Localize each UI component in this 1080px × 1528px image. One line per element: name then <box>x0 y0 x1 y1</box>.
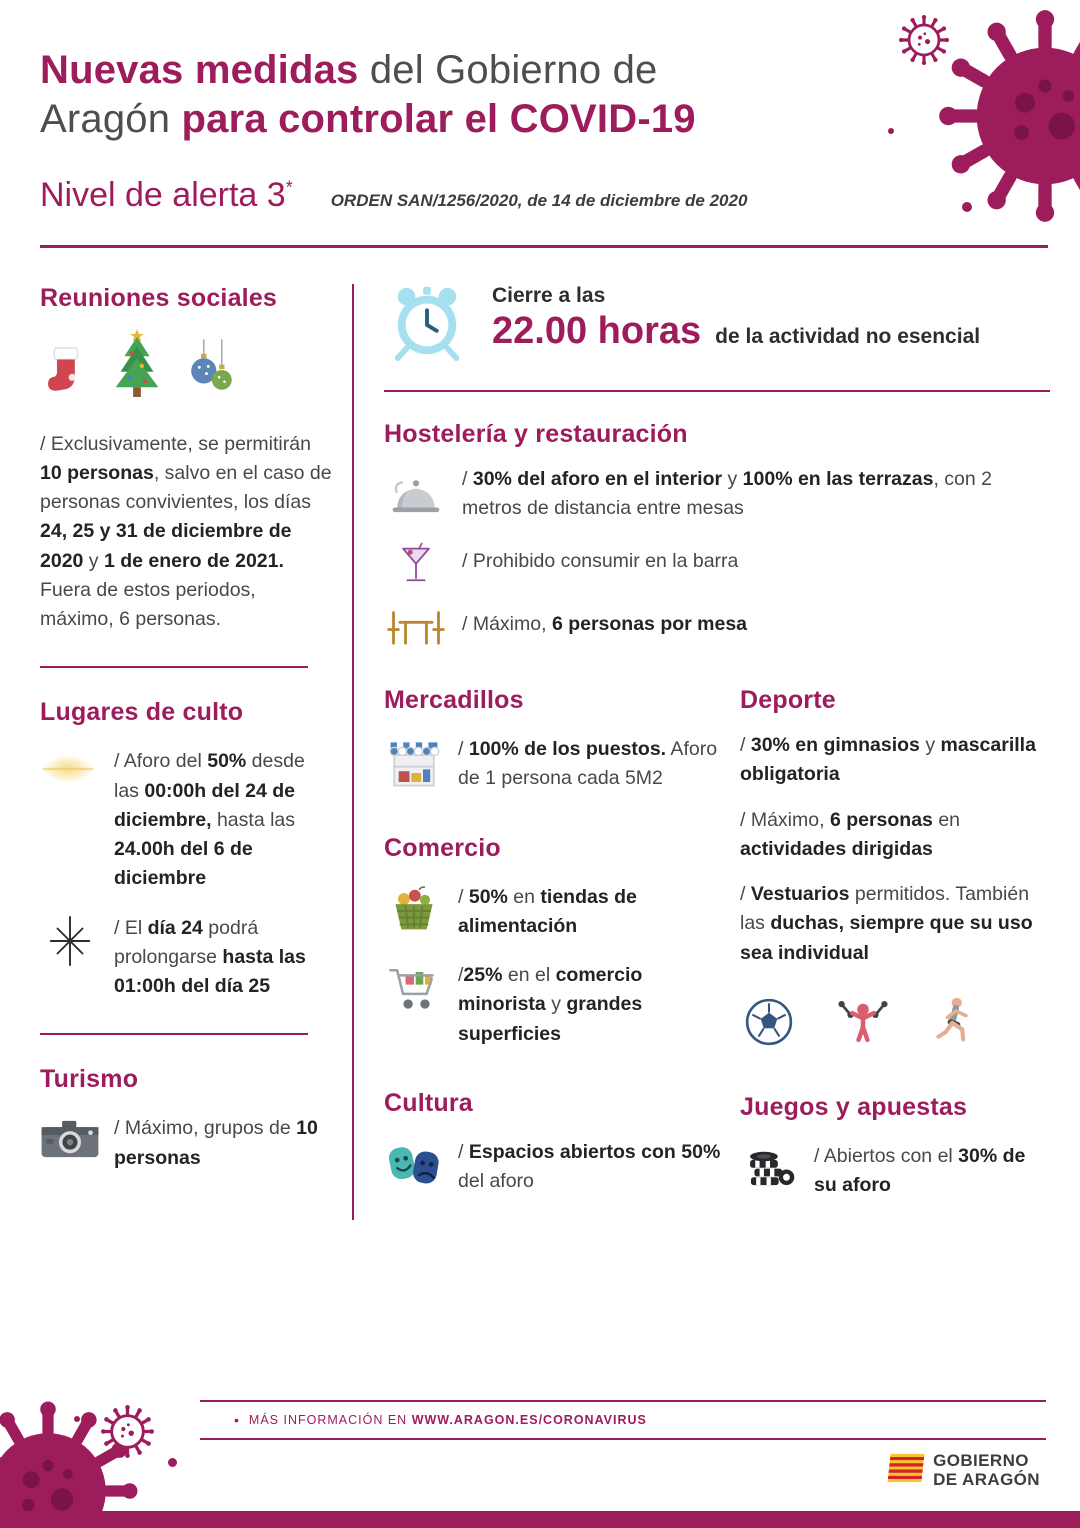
theater-masks-icon <box>384 1138 444 1190</box>
cocktail-icon <box>384 539 448 585</box>
measure-item <box>384 735 724 794</box>
section-heading: Mercadillos <box>384 686 524 715</box>
section-heading: Turismo <box>40 1065 139 1094</box>
section-comercio <box>384 834 724 1049</box>
christmas-icons-row <box>40 327 334 406</box>
closing-lead: Cierre a las <box>492 283 606 307</box>
measure-item <box>40 747 334 893</box>
light-glow-icon <box>40 747 100 789</box>
measure-text: / Máximo, grupos de 10 personas <box>114 1117 318 1169</box>
measure-text: / Máximo, 6 personas por mesa <box>462 612 748 635</box>
section-turismo <box>40 1065 334 1173</box>
alarm-clock-icon <box>388 284 466 362</box>
section-heading: Reuniones sociales <box>40 283 278 312</box>
decor-dot <box>74 1416 80 1422</box>
section-hosteleria <box>384 420 1050 649</box>
aragon-flag-icon <box>889 1453 923 1488</box>
measure-item <box>384 961 724 1049</box>
section-juegos-y-apuestas <box>740 1093 1050 1201</box>
section-heading: Deporte <box>740 686 836 715</box>
market-stall-icon <box>384 735 444 791</box>
measure-text: / 100% de los puestos. Aforo de 1 persona cada 5M2 <box>458 738 718 790</box>
logo-line-1: GOBIERNO <box>933 1451 1029 1470</box>
header <box>0 0 1080 215</box>
star-icon <box>40 914 100 966</box>
gobierno-aragon-logo <box>889 1452 1040 1489</box>
table-chairs-icon <box>384 601 448 648</box>
section-heading: Hostelería y restauración <box>384 419 688 448</box>
christmas-tree-icon <box>106 327 168 406</box>
runner-icon <box>932 996 976 1053</box>
measure-item <box>384 539 1050 585</box>
closing-time-banner <box>384 284 1050 362</box>
section-heading: Lugares de culto <box>40 698 244 727</box>
left-column <box>40 284 334 1221</box>
dumbbell-exercise-icon <box>836 997 890 1052</box>
footer-url-link[interactable]: WWW.ARAGON.ES/CORONAVIRUS <box>411 1413 647 1427</box>
shopping-cart-icon <box>384 961 444 1013</box>
sport-column <box>724 686 1050 1220</box>
closing-time-text <box>492 284 980 353</box>
bottom-accent-bar <box>0 1511 1080 1528</box>
measure-text: / Abiertos con el 30% de su aforo <box>814 1144 1026 1197</box>
order-reference: ORDEN SAN/1256/2020, de 14 de diciembre de 2020 <box>330 190 748 210</box>
section-divider <box>40 1033 308 1035</box>
closing-scope: de la actividad no esencial <box>715 324 981 348</box>
logo-line-2: DE ARAGÓN <box>933 1469 1040 1489</box>
footer-info-prefix: MÁS INFORMACIÓN EN <box>248 1413 408 1427</box>
decor-dot <box>168 1458 177 1467</box>
footer-info-bar <box>200 1400 1046 1440</box>
measure-item <box>384 601 1050 648</box>
measure-item <box>40 1114 334 1173</box>
alert-asterisk: * <box>285 177 293 198</box>
alert-level <box>40 176 293 215</box>
section-reuniones-sociales <box>40 284 334 635</box>
section-heading: Juegos y apuestas <box>740 1092 968 1121</box>
sports-icons-row <box>740 996 1050 1053</box>
section-mercadillos <box>384 686 724 794</box>
section-lugares-de-culto <box>40 698 334 1001</box>
poker-chips-icon <box>740 1142 800 1188</box>
baubles-icon <box>184 339 238 406</box>
header-divider <box>40 245 1048 248</box>
right-area <box>354 284 1050 1221</box>
measure-text: / 30% del aforo en el interior y 100% en las terrazas, con 2 metros de distancia entre mesas <box>462 467 993 519</box>
measure-text: / 50% en tiendas de alimentación <box>458 885 637 937</box>
alert-level-text: Nivel de alerta 3 <box>40 175 286 214</box>
measure-text: / Aforo del 50% desde las 00:00h del 24 de diciembre, hasta las 24.00h del 6 de diciembre <box>114 750 305 890</box>
main-content <box>0 284 1080 1221</box>
section-deporte <box>740 686 1050 1053</box>
christmas-stocking-icon <box>40 343 90 406</box>
measure-item <box>384 883 724 942</box>
page-title: Nuevas medidas del Gobierno de Aragón para controlar el COVID-19 <box>40 48 696 141</box>
section-divider <box>384 390 1050 392</box>
measure-item <box>740 1142 1050 1201</box>
middle-column <box>384 686 724 1220</box>
soccer-ball-icon <box>744 997 794 1052</box>
closing-time: 22.00 horas <box>492 309 702 352</box>
measure-text: / Exclusivamente, se permitirán 10 personas, salvo en el caso de personas convivientes, los días 24, 25 y 31 de diciembre de 2020 y 1 de enero de 2021. Fuera de estos periodos, máximo, 6 personas. <box>40 432 332 631</box>
food-basket-icon <box>384 883 444 935</box>
section-divider <box>40 666 308 668</box>
measure-text: / Vestuarios permitidos. También las duchas, siempre que su uso sea individual <box>740 883 1033 964</box>
section-cultura <box>384 1089 724 1197</box>
camera-icon <box>40 1114 100 1162</box>
cloche-icon <box>384 471 448 517</box>
measure-text: /25% en el comercio minorista y grandes superficies <box>458 964 643 1045</box>
measure-text: / Prohibido consumir en la barra <box>462 550 739 573</box>
measure-item <box>384 1138 724 1197</box>
bullet-icon: • <box>234 1412 239 1428</box>
measure-text: / El día 24 podrá prolongarse hasta las 01:00h del día 25 <box>114 916 306 998</box>
measure-text: / Máximo, 6 personas en actividades dirigidas <box>740 808 961 860</box>
footer-info-text <box>249 1413 647 1427</box>
section-heading: Comercio <box>384 833 501 862</box>
measure-text: / 30% en gimnasios y mascarilla obligatoria <box>740 734 1036 786</box>
measure-item <box>40 914 334 1002</box>
logo-text <box>933 1452 1040 1489</box>
section-heading: Cultura <box>384 1088 473 1117</box>
measure-item <box>384 465 1050 524</box>
measure-text: / Espacios abiertos con 50% del aforo <box>458 1140 721 1193</box>
coronavirus-icon <box>100 1404 155 1459</box>
